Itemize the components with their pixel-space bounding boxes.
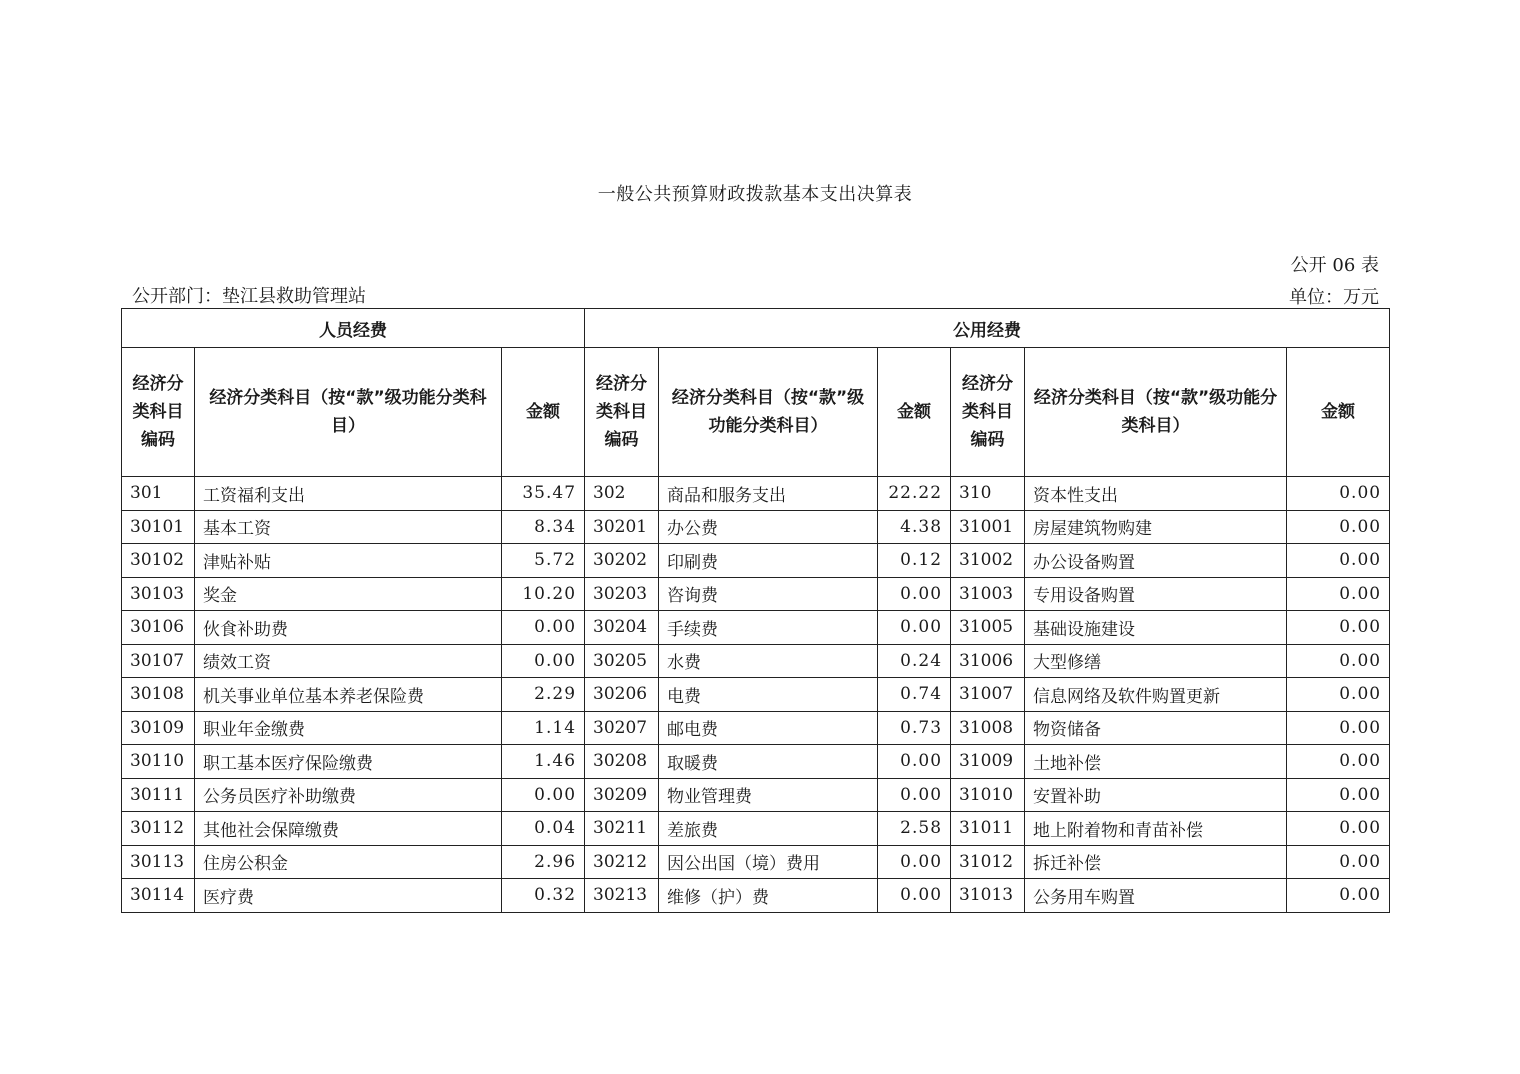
personnel-code: 301 xyxy=(122,477,195,511)
capital-subject: 资本性支出 xyxy=(1025,477,1287,511)
goods-subject: 邮电费 xyxy=(659,711,878,745)
capital-subject: 办公设备购置 xyxy=(1025,544,1287,578)
personnel-code: 30102 xyxy=(122,544,195,578)
goods-subject: 维修（护）费 xyxy=(659,879,878,913)
capital-code: 31012 xyxy=(951,845,1025,879)
capital-amount: 0.00 xyxy=(1287,778,1390,812)
personnel-subject: 公务员医疗补助缴费 xyxy=(195,778,502,812)
personnel-subject: 基本工资 xyxy=(195,510,502,544)
personnel-code: 30112 xyxy=(122,812,195,846)
capital-subject: 安置补助 xyxy=(1025,778,1287,812)
department-label: 公开部门：垫江县救助管理站 xyxy=(132,286,366,307)
goods-amount: 0.00 xyxy=(878,611,951,645)
table-row xyxy=(122,812,1390,846)
goods-code: 30208 xyxy=(585,745,659,779)
table-number: 公开 06 表 xyxy=(1290,255,1379,276)
goods-code: 30213 xyxy=(585,879,659,913)
capital-subject: 信息网络及软件购置更新 xyxy=(1025,678,1287,712)
goods-amount: 22.22 xyxy=(878,477,951,511)
capital-code: 31011 xyxy=(951,812,1025,846)
capital-subject: 大型修缮 xyxy=(1025,644,1287,678)
personnel-amount: 0.04 xyxy=(502,812,585,846)
capital-subject: 拆迁补偿 xyxy=(1025,845,1287,879)
budget-table xyxy=(121,308,1390,913)
capital-amount: 0.00 xyxy=(1287,544,1390,578)
capital-amount: 0.00 xyxy=(1287,644,1390,678)
goods-code: 30205 xyxy=(585,644,659,678)
goods-subject: 印刷费 xyxy=(659,544,878,578)
subject-header: 经济分类科目（按“款”级功能分类科目） xyxy=(195,348,502,477)
capital-amount: 0.00 xyxy=(1287,812,1390,846)
goods-amount: 0.00 xyxy=(878,745,951,779)
personnel-subject: 奖金 xyxy=(195,577,502,611)
subject-header: 经济分类科目（按“款”级功能分类科目） xyxy=(1025,348,1287,477)
personnel-amount: 1.14 xyxy=(502,711,585,745)
table-row xyxy=(122,845,1390,879)
code-header: 经济分类科目编码 xyxy=(122,348,195,477)
personnel-code: 30111 xyxy=(122,778,195,812)
table-row xyxy=(122,510,1390,544)
goods-code: 30202 xyxy=(585,544,659,578)
capital-code: 31010 xyxy=(951,778,1025,812)
personnel-subject: 绩效工资 xyxy=(195,644,502,678)
goods-code: 30201 xyxy=(585,510,659,544)
goods-amount: 0.00 xyxy=(878,577,951,611)
capital-amount: 0.00 xyxy=(1287,611,1390,645)
goods-code: 302 xyxy=(585,477,659,511)
goods-subject: 水费 xyxy=(659,644,878,678)
capital-subject: 公务用车购置 xyxy=(1025,879,1287,913)
capital-amount: 0.00 xyxy=(1287,745,1390,779)
personnel-amount: 2.29 xyxy=(502,678,585,712)
goods-subject: 差旅费 xyxy=(659,812,878,846)
table-row xyxy=(122,678,1390,712)
table-row xyxy=(122,611,1390,645)
goods-subject: 因公出国（境）费用 xyxy=(659,845,878,879)
personnel-code: 30114 xyxy=(122,879,195,913)
capital-subject: 地上附着物和青苗补偿 xyxy=(1025,812,1287,846)
personnel-subject: 住房公积金 xyxy=(195,845,502,879)
personnel-group-header: 人员经费 xyxy=(122,309,585,348)
capital-subject: 房屋建筑物购建 xyxy=(1025,510,1287,544)
code-header: 经济分类科目编码 xyxy=(585,348,659,477)
personnel-subject: 其他社会保障缴费 xyxy=(195,812,502,846)
personnel-subject: 医疗费 xyxy=(195,879,502,913)
personnel-amount: 2.96 xyxy=(502,845,585,879)
capital-code: 310 xyxy=(951,477,1025,511)
personnel-subject: 伙食补助费 xyxy=(195,611,502,645)
capital-code: 31005 xyxy=(951,611,1025,645)
goods-code: 30212 xyxy=(585,845,659,879)
table-row xyxy=(122,477,1390,511)
goods-amount: 0.74 xyxy=(878,678,951,712)
capital-amount: 0.00 xyxy=(1287,711,1390,745)
goods-amount: 2.58 xyxy=(878,812,951,846)
personnel-subject: 机关事业单位基本养老保险费 xyxy=(195,678,502,712)
table-row xyxy=(122,644,1390,678)
capital-amount: 0.00 xyxy=(1287,845,1390,879)
goods-amount: 0.00 xyxy=(878,845,951,879)
personnel-amount: 0.32 xyxy=(502,879,585,913)
capital-code: 31013 xyxy=(951,879,1025,913)
goods-code: 30211 xyxy=(585,812,659,846)
goods-subject: 手续费 xyxy=(659,611,878,645)
public-group-header: 公用经费 xyxy=(585,309,1390,348)
personnel-amount: 10.20 xyxy=(502,577,585,611)
page-title: 一般公共预算财政拨款基本支出决算表 xyxy=(597,184,913,205)
goods-subject: 办公费 xyxy=(659,510,878,544)
personnel-amount: 0.00 xyxy=(502,611,585,645)
personnel-code: 30101 xyxy=(122,510,195,544)
goods-subject: 取暖费 xyxy=(659,745,878,779)
table-row xyxy=(122,778,1390,812)
goods-code: 30207 xyxy=(585,711,659,745)
personnel-amount: 0.00 xyxy=(502,778,585,812)
capital-code: 31009 xyxy=(951,745,1025,779)
goods-code: 30204 xyxy=(585,611,659,645)
subject-header: 经济分类科目（按“款”级功能分类科目） xyxy=(659,348,878,477)
goods-amount: 0.12 xyxy=(878,544,951,578)
goods-subject: 物业管理费 xyxy=(659,778,878,812)
personnel-code: 30106 xyxy=(122,611,195,645)
goods-code: 30206 xyxy=(585,678,659,712)
capital-code: 31006 xyxy=(951,644,1025,678)
amount-header: 金额 xyxy=(878,348,951,477)
personnel-code: 30103 xyxy=(122,577,195,611)
capital-subject: 物资储备 xyxy=(1025,711,1287,745)
capital-code: 31003 xyxy=(951,577,1025,611)
table-row xyxy=(122,544,1390,578)
capital-amount: 0.00 xyxy=(1287,678,1390,712)
capital-subject: 专用设备购置 xyxy=(1025,577,1287,611)
personnel-code: 30109 xyxy=(122,711,195,745)
goods-code: 30209 xyxy=(585,778,659,812)
goods-amount: 0.00 xyxy=(878,879,951,913)
personnel-amount: 0.00 xyxy=(502,644,585,678)
capital-code: 31001 xyxy=(951,510,1025,544)
goods-subject: 商品和服务支出 xyxy=(659,477,878,511)
capital-amount: 0.00 xyxy=(1287,477,1390,511)
capital-code: 31002 xyxy=(951,544,1025,578)
goods-amount: 0.00 xyxy=(878,778,951,812)
table-row xyxy=(122,711,1390,745)
personnel-amount: 5.72 xyxy=(502,544,585,578)
personnel-amount: 8.34 xyxy=(502,510,585,544)
capital-amount: 0.00 xyxy=(1287,510,1390,544)
capital-code: 31008 xyxy=(951,711,1025,745)
personnel-code: 30110 xyxy=(122,745,195,779)
goods-code: 30203 xyxy=(585,577,659,611)
capital-amount: 0.00 xyxy=(1287,577,1390,611)
goods-subject: 咨询费 xyxy=(659,577,878,611)
table-row xyxy=(122,879,1390,913)
personnel-subject: 职业年金缴费 xyxy=(195,711,502,745)
table-row xyxy=(122,577,1390,611)
goods-amount: 0.24 xyxy=(878,644,951,678)
personnel-code: 30113 xyxy=(122,845,195,879)
personnel-subject: 津贴补贴 xyxy=(195,544,502,578)
amount-header: 金额 xyxy=(1287,348,1390,477)
capital-amount: 0.00 xyxy=(1287,879,1390,913)
capital-subject: 基础设施建设 xyxy=(1025,611,1287,645)
capital-code: 31007 xyxy=(951,678,1025,712)
goods-subject: 电费 xyxy=(659,678,878,712)
personnel-subject: 工资福利支出 xyxy=(195,477,502,511)
personnel-code: 30108 xyxy=(122,678,195,712)
personnel-amount: 35.47 xyxy=(502,477,585,511)
goods-amount: 4.38 xyxy=(878,510,951,544)
table-row xyxy=(122,745,1390,779)
amount-header: 金额 xyxy=(502,348,585,477)
personnel-code: 30107 xyxy=(122,644,195,678)
personnel-amount: 1.46 xyxy=(502,745,585,779)
personnel-subject: 职工基本医疗保险缴费 xyxy=(195,745,502,779)
goods-amount: 0.73 xyxy=(878,711,951,745)
code-header: 经济分类科目编码 xyxy=(951,348,1025,477)
unit-label: 单位：万元 xyxy=(1289,287,1379,308)
capital-subject: 土地补偿 xyxy=(1025,745,1287,779)
